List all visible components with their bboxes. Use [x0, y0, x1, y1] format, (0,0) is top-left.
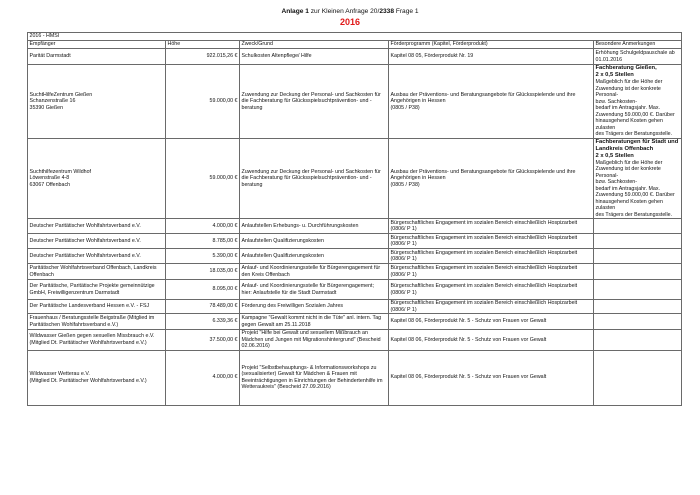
amount-cell: 8.095,00 € [166, 280, 240, 300]
cell-line: Bürgerschaftliches Engagement im sozialen Bereich einschließlich Hospizarbeit [390, 234, 578, 241]
amount-cell: 8.785,00 € [166, 234, 240, 249]
cell-line: Offenbach [29, 271, 54, 278]
note-heading-line: 2 x 0,5 Stellen [595, 72, 634, 78]
column-header-anmerkungen: Besondere Anmerkungen [594, 41, 682, 49]
funding-program-cell [389, 49, 594, 65]
cell-line: Zuwendung 59.000,00 €. Darüber [595, 192, 675, 198]
cell-line: (0806/ P 1) [390, 226, 417, 232]
cell-line: Der Paritätische Landesverband Hessen e.V. - FSJ [29, 303, 150, 310]
remarks-cell [594, 138, 682, 219]
cell-line: Bürgerschaftliches Engagement im sozialen Bereich einschließlich Hospizarbeit [390, 300, 578, 306]
recipient-cell [28, 300, 166, 314]
cell-line: Schulkosten Altenpflege/ Hilfe [241, 53, 312, 60]
amount-cell: 78.489,00 € [166, 300, 240, 314]
cell-line: 35390 Gießen [29, 104, 64, 111]
funding-program-cell [389, 350, 594, 405]
funding-program-cell [389, 314, 594, 330]
amount-cell: 18.035,00 € [166, 264, 240, 280]
cell-line: des Trägers der Beratungsstelle. [595, 211, 673, 218]
cell-line: (0806/ P 1) [390, 289, 417, 296]
recipient-cell [28, 350, 166, 405]
purpose-cell [240, 234, 389, 249]
purpose-cell [240, 300, 389, 314]
funding-program-cell [389, 330, 594, 351]
purpose-cell [240, 314, 389, 330]
remarks-cell [594, 300, 682, 314]
cell-line: hinausgehend Kosten gehen zulasten [595, 198, 663, 211]
column-header-empfaenger: Empfänger [28, 41, 166, 49]
recipient-cell [28, 249, 166, 264]
note-heading-line: Fachberatungen für Stadt und [595, 138, 679, 145]
cell-line: beratung [241, 104, 263, 111]
cell-line: (0805 / P38) [390, 181, 420, 188]
cell-line: hier: Anlaufstelle für die Stadt Darmstadt [241, 289, 337, 296]
anfrage-number: 2338 [379, 8, 394, 15]
table-row [28, 330, 682, 351]
cell-line: Anlaufstellen Qualifizierungskosten [241, 252, 324, 259]
cell-line: Kapitel 08 06, Förderprodukt Nr. 5 - Schutz von Frauen vor Gewalt [390, 336, 547, 343]
recipient-cell [28, 138, 166, 219]
cell-line: hinausgehend Kosten gehen zulasten [595, 118, 663, 131]
document-header [0, 8, 700, 27]
cell-line: des Trägers der Beratungsstelle. [595, 131, 673, 137]
cell-line: Zuwendung zur Deckung der Personal- und Sachkosten für [241, 168, 381, 175]
cell-line: bedarf im Antragsjahr. Max. [595, 185, 660, 192]
table-row [28, 219, 682, 234]
amount-cell: 37.500,00 € [166, 330, 240, 351]
cell-line: (0806/ P 1) [390, 256, 417, 262]
cell-line: bzw. Sachkosten- [595, 179, 638, 185]
amount-cell: 4.000,00 € [166, 219, 240, 234]
cell-line: (sexualisierter) Gewalt für Mädchen & Frauen mit [241, 371, 357, 377]
cell-line: bedarf im Antragsjahr. Max. [595, 105, 660, 111]
recipient-cell [28, 49, 166, 65]
year-heading: 2016 [339, 17, 361, 27]
frage-label: Frage 1 [393, 8, 419, 15]
cell-line: bzw. Sachkosten- [595, 98, 638, 105]
table-row [28, 49, 682, 65]
table-row [28, 138, 682, 219]
cell-line: Zuwendung ist der konkrete Personal- [595, 166, 661, 179]
cell-line: Suchthilfezentrum Wildhof [29, 168, 92, 175]
remarks-cell [594, 314, 682, 330]
cell-line: Projekt "Hilfe bei Gewalt und sexuellem Mißbrauch an [241, 330, 368, 336]
anlage-label: Anlage 1 [281, 8, 309, 15]
table-row [28, 234, 682, 249]
funding-program-cell [389, 138, 594, 219]
cell-line: Wildwasser Wetterau e.V. [29, 371, 90, 377]
cell-line: Zuwendung zur Deckung der Personal- und Sachkosten für [241, 91, 381, 98]
cell-line: den Kreis Offenbach [241, 271, 290, 278]
cell-line: Anlauf- und Koordinierungsstelle für Bürgerengagement; [241, 283, 375, 289]
funding-program-cell [389, 300, 594, 314]
table-row [28, 249, 682, 264]
cell-line: die Fachberatung für Glücksspielsuchtprävention- und - [241, 175, 372, 181]
recipient-cell [28, 234, 166, 249]
remarks-cell [594, 330, 682, 351]
amount-cell: 6.339,36 € [166, 314, 240, 330]
cell-line: 01.01.2016 [595, 56, 623, 63]
recipient-cell [28, 314, 166, 330]
table-row [28, 350, 682, 405]
funding-program-cell [389, 264, 594, 280]
note-heading-line: Landkreis Offenbach [595, 145, 654, 152]
amount-cell: 59.000,00 € [166, 138, 240, 219]
table-row [28, 65, 682, 139]
cell-line: Paritätischer Wohlfahrtsverband Offenbach, Landkreis [29, 265, 157, 271]
purpose-cell [240, 280, 389, 300]
remarks-cell [594, 264, 682, 280]
cell-line: Angehörigen in Hessen [390, 175, 446, 181]
remarks-cell [594, 249, 682, 264]
cell-line: Bürgerschaftliches Engagement im sozialen Bereich einschließlich Hospizarbeit [390, 283, 578, 289]
cell-line: Zuwendung ist der konkrete Personal- [595, 85, 661, 98]
remarks-cell [594, 49, 682, 65]
remarks-cell [594, 219, 682, 234]
cell-line: Deutscher Paritätischer Wohlfahrtsverband e.V. [29, 252, 141, 259]
cell-line: Anlaufstellen Erhebungs- u. Durchführungskosten [241, 222, 359, 229]
cell-line: Angehörigen in Hessen [390, 98, 446, 104]
amount-cell: 4.000,00 € [166, 350, 240, 405]
purpose-cell [240, 138, 389, 219]
purpose-cell [240, 65, 389, 139]
note-heading-line: Fachberatung Gießen, [595, 65, 657, 71]
cell-line: (0806/ P 1) [390, 241, 417, 247]
funding-program-cell [389, 280, 594, 300]
cell-line: 02.06.2016) [241, 343, 270, 349]
amount-cell: 59.000,00 € [166, 65, 240, 139]
table-row [28, 300, 682, 314]
cell-line: (0805 / P38) [390, 104, 420, 111]
section-row [28, 33, 682, 41]
recipient-cell [28, 280, 166, 300]
cell-line: Förderung des Freiwilligen Sozialen Jahres [241, 303, 344, 310]
column-header-row [28, 41, 682, 49]
purpose-cell [240, 49, 389, 65]
cell-line: Frauenhaus / Beratungsstelle Beigstraße (Mitglied im [29, 315, 155, 321]
cell-line: Schanzenstraße 16 [29, 98, 76, 104]
cell-line: Bürgerschaftliches Engagement im sozialen Bereich einschließlich Hospizarbeit [390, 249, 578, 256]
cell-line: SuchtHilfeZentrum Gießen [29, 91, 93, 98]
cell-line: Anlauf- und Koordinierungsstelle für Bürgerengagement für [241, 265, 381, 271]
cell-line: Maßgeblich für die Höhe der [595, 79, 663, 85]
cell-line: Der Paritätische, Paritätische Projekte gemeinnützige [29, 283, 155, 289]
table-row [28, 264, 682, 280]
cell-line: Löwenstraße 4-8 [29, 175, 70, 181]
cell-line: Wildwasser Gießen gegen sexuellen Missbrauch e.V. [29, 333, 155, 340]
cell-line: Deutscher Paritätischer Wohlfahrtsverband e.V. [29, 237, 141, 244]
cell-line: Wetteraukreis" (Bescheid 27.09.2016) [241, 384, 331, 390]
recipient-cell [28, 65, 166, 139]
cell-line: Projekt "Selbstbehauptungs- & Informationsworkshops zu [241, 364, 377, 371]
cell-line: (0806/ P 1) [390, 306, 417, 313]
column-header-hoehe: Höhe [166, 41, 240, 49]
table-row [28, 314, 682, 330]
amount-cell: 5.390,00 € [166, 249, 240, 264]
table-row [28, 280, 682, 300]
funding-program-cell [389, 219, 594, 234]
cell-line: Ausbau der Präventions- und Beratungsangebote für Glücksspielende und ihre [390, 168, 576, 175]
cell-line: die Fachberatung für Glücksspielsuchtprävention- und - [241, 98, 372, 104]
remarks-cell [594, 234, 682, 249]
cell-line: gegen Gewalt am 25.11.2018 [241, 321, 311, 328]
amount-cell: 922.015,26 € [166, 49, 240, 65]
purpose-cell [240, 219, 389, 234]
anfrage-label: zur Kleinen Anfrage 20/ [308, 8, 380, 15]
column-header-foerderprogramm: Förderprogramm (Kapitel, Förderprodukt) [389, 41, 594, 49]
column-header-zweck: Zweck/Grund [240, 41, 389, 49]
funding-program-cell [389, 234, 594, 249]
cell-line: Kapitel 08 05, Förderprodukt Nr. 19 [390, 53, 474, 60]
section-label: 2016 - HMSI [28, 33, 682, 41]
cell-line: (Mitglied Dt. Paritätischer Wohlfahrtsverband e.V.) [29, 377, 147, 384]
cell-line: Beeinträchtigungen in Einrichtungen der Behindertenhilfe im [241, 377, 383, 384]
cell-line: Zuwendung 59.000,00 €. Darüber [595, 111, 675, 118]
cell-line: Erhöhung Schulgeldpauschale ab [595, 50, 675, 56]
funding-program-cell [389, 65, 594, 139]
cell-line: Ausbau der Präventions- und Beratungsangebote für Glücksspielende und ihre [390, 91, 576, 98]
remarks-cell [594, 280, 682, 300]
cell-line: (0806/ P 1) [390, 271, 417, 278]
cell-line: Kapitel 08 06, Förderprodukt Nr. 5 - Schutz von Frauen vor Gewalt [390, 374, 547, 381]
cell-line: 63067 Offenbach [29, 181, 71, 188]
cell-line: Bürgerschaftliches Engagement im sozialen Bereich einschließlich Hospizarbeit [390, 265, 578, 271]
cell-line: Mädchen und Jungen mit Migrationshintergrund" (Bescheid [241, 336, 381, 343]
cell-line: GmbH, Freiwilligenzentrum Darmstadt [29, 289, 120, 296]
note-heading-line: 2 x 0,5 Stellen [595, 152, 634, 159]
cell-line: Kapitel 08 06, Förderprodukt Nr. 5 - Schutz von Frauen vor Gewalt [390, 318, 547, 325]
cell-line: beratung [241, 181, 263, 188]
cell-line: Kampagne "Gewalt kommt nicht in die Tüte" anl. intern. Tag [241, 315, 382, 321]
funding-table [27, 32, 682, 406]
remarks-cell [594, 65, 682, 139]
cell-line: (Mitglied Dt. Paritätischer Wohlfahrtsverband e.V.) [29, 339, 147, 346]
recipient-cell [28, 219, 166, 234]
cell-line: Maßgeblich für die Höhe der [595, 159, 663, 166]
purpose-cell [240, 249, 389, 264]
cell-line: Parität Darmstadt [29, 53, 71, 60]
recipient-cell [28, 264, 166, 280]
document-title [0, 8, 700, 16]
cell-line: Anlaufstellen Qualifizierungskosten [241, 237, 324, 244]
remarks-cell [594, 350, 682, 405]
recipient-cell [28, 330, 166, 351]
purpose-cell [240, 264, 389, 280]
purpose-cell [240, 350, 389, 405]
cell-line: Deutscher Paritätischer Wohlfahrtsverband e.V. [29, 222, 141, 229]
cell-line: Paritätischen Wohlfahrtsverband e.V.) [29, 321, 119, 328]
cell-line: Bürgerschaftliches Engagement im sozialen Bereich einschließlich Hospizarbeit [390, 219, 578, 226]
funding-program-cell [389, 249, 594, 264]
purpose-cell [240, 330, 389, 351]
